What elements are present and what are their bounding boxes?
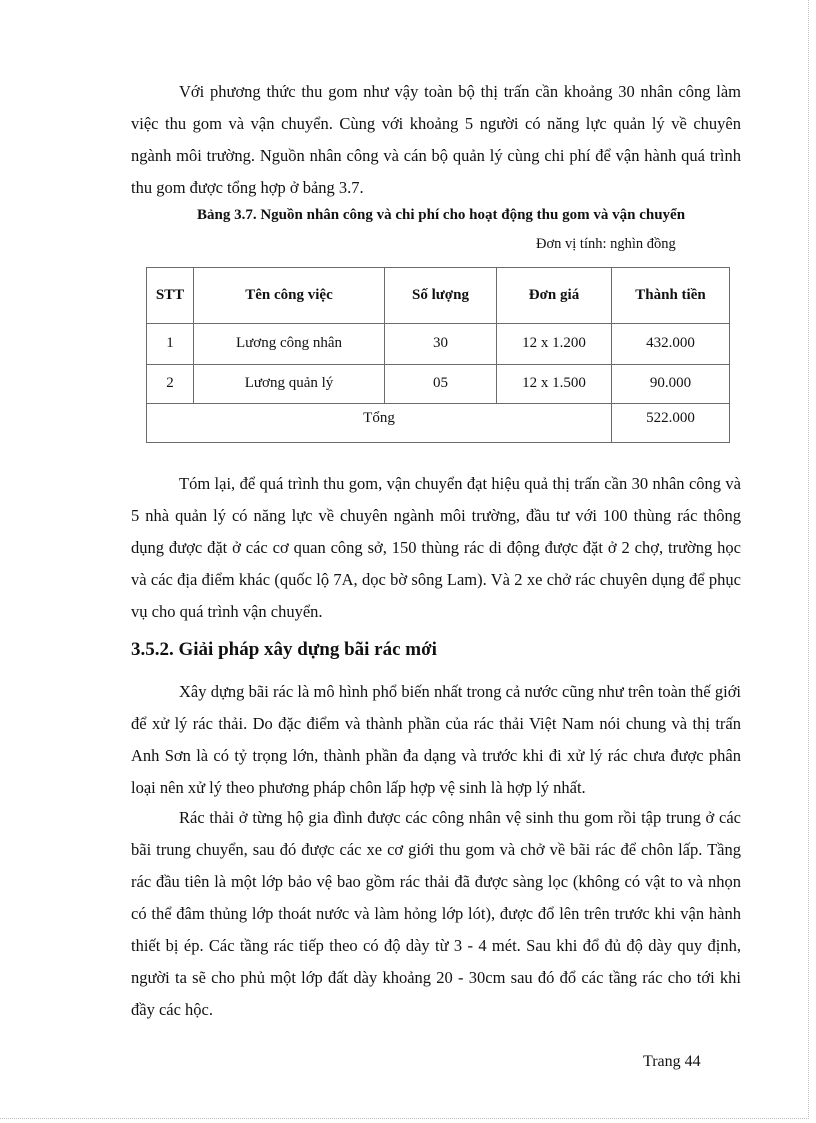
table-caption: Bảng 3.7. Nguồn nhân công và chi phí cho hoạt động thu gom và vận chuyển bbox=[197, 207, 686, 223]
cell-quantity: 05 bbox=[385, 364, 497, 403]
cell-quantity: 30 bbox=[385, 324, 497, 364]
header-quantity: Số lượng bbox=[385, 268, 497, 324]
header-unit-price: Đơn giá bbox=[497, 268, 612, 324]
cell-task-name: Lương công nhân bbox=[194, 324, 385, 364]
table-header-row bbox=[147, 268, 730, 324]
cell-task-name: Lương quản lý bbox=[194, 364, 385, 403]
paragraph-landfill-process: Rác thải ở từng hộ gia đình được các công nhân vệ sinh thu gom rồi tập trung ở các bãi trung chuyển, sau đó được các xe cơ giới thu gom và chở về bãi rác để chôn lấp. Tầng rác đầu tiên là một lớp bảo vệ bao gồm rác thải đã được sàng lọc (không có vật to và nhọn có thể đâm thủng lớp thoát nước và làm hỏng lớp lót), được đổ lên trên trước khi vận hành thiết bị ép. Các tầng rác tiếp theo có độ dày từ 3 - 4 mét. Sau khi đổ đủ độ dày quy định, người ta sẽ cho phủ một lớp đất dày khoảng 20 - 30cm sau đó đổ các tầng rác cho tới khi đầy các hộc. bbox=[131, 808, 741, 1019]
cost-table bbox=[146, 267, 730, 443]
cell-stt: 2 bbox=[147, 364, 194, 403]
table-row bbox=[147, 324, 730, 364]
cell-unit-price: 12 x 1.500 bbox=[497, 364, 612, 403]
header-stt: STT bbox=[147, 268, 194, 324]
total-value: 522.000 bbox=[612, 403, 730, 442]
paragraph-summary: Tóm lại, để quá trình thu gom, vận chuyển đạt hiệu quả thị trấn cần 30 nhân công và 5 nhà quản lý có năng lực về chuyên ngành môi trường, đầu tư với 100 thùng rác thông dụng được đặt ở các cơ quan công sở, 150 thùng rác di động được đặt ở 2 chợ, trường học và các địa điểm khác (quốc lộ 7A, dọc bờ sông Lam). Và 2 xe chở rác chuyên dụng để phục vụ cho quá trình vận chuyển. bbox=[131, 474, 741, 621]
header-amount: Thành tiền bbox=[612, 268, 730, 324]
paragraph-intro: Với phương thức thu gom như vậy toàn bộ thị trấn cần khoảng 30 nhân công làm việc thu gom và vận chuyển. Cùng với khoảng 5 người có năng lực quản lý về chuyên ngành môi trường. Nguồn nhân công và cán bộ quản lý cùng chi phí để vận hành quá trình thu gom được tổng hợp ở bảng 3.7. bbox=[131, 82, 741, 197]
paragraph-landfill-intro: Xây dựng bãi rác là mô hình phổ biến nhất trong cả nước cũng như trên toàn thế giới để xử lý rác thải. Do đặc điểm và thành phần của rác thải Việt Nam nói chung và thị trấn Anh Sơn là có tỷ trọng lớn, thành phần đa dạng và trước khi đi xử lý rác chưa được phân loại nên xử lý theo phương pháp chôn lấp hợp vệ sinh là hợp lý nhất. bbox=[131, 682, 741, 797]
table-unit-note: Đơn vị tính: nghìn đồng bbox=[536, 236, 676, 252]
cell-amount: 90.000 bbox=[612, 364, 730, 403]
cell-stt: 1 bbox=[147, 324, 194, 364]
table-row bbox=[147, 364, 730, 403]
total-label: Tổng bbox=[147, 403, 612, 442]
header-task-name: Tên công việc bbox=[194, 268, 385, 324]
table-total-row bbox=[147, 403, 730, 442]
section-heading: 3.5.2. Giải pháp xây dựng bãi rác mới bbox=[131, 639, 437, 660]
cell-amount: 432.000 bbox=[612, 324, 730, 364]
page-number: Trang 44 bbox=[643, 1053, 701, 1070]
cell-unit-price: 12 x 1.200 bbox=[497, 324, 612, 364]
